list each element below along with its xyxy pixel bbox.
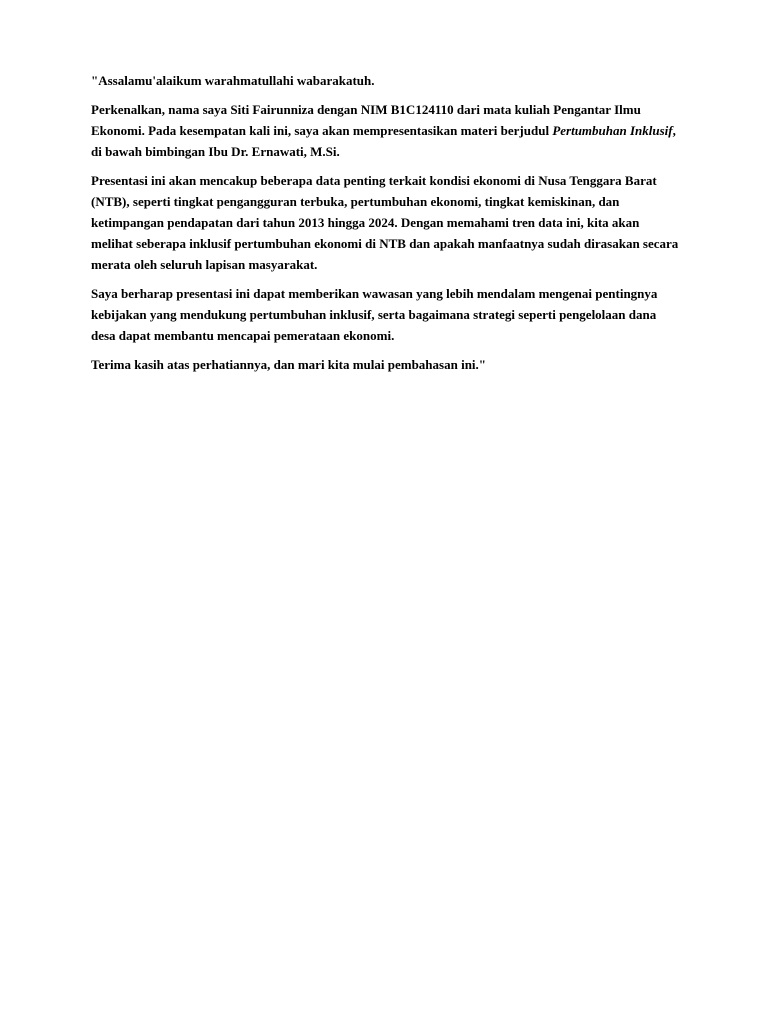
- intro-text-before: Perkenalkan, nama saya Siti Fairunniza dengan NIM B1C124110 dari mata kuliah Pengantar Ilmu Ekonomi. Pada kesempatan kali ini, saya akan mempresentasikan materi berjudul: [91, 102, 641, 138]
- intro-text-after: , di bawah bimbingan Ibu Dr. Ernawati, M.Si.: [91, 123, 676, 159]
- greeting-paragraph: "Assalamu'alaikum warahmatullahi wabarakatuh.: [91, 73, 375, 88]
- closing-paragraph: Terima kasih atas perhatiannya, dan mari kita mulai pembahasan ini.": [91, 357, 487, 372]
- intro-paragraph: [91, 99, 681, 162]
- document-body: [91, 70, 681, 383]
- presentation-title: Pertumbuhan Inklusif: [552, 123, 673, 138]
- scope-paragraph: Presentasi ini akan mencakup beberapa data penting terkait kondisi ekonomi di Nusa Tenggara Barat (NTB), seperti tingkat pengangguran terbuka, pertumbuhan ekonomi, tingkat kemiskinan, dan ketimpangan pendapatan dari tahun 2013 hingga 2024. Dengan memahami tren data ini, kita akan melihat seberapa inklusif pertumbuhan ekonomi di NTB dan apakah manfaatnya sudah dirasakan secara merata oleh seluruh lapisan masyarakat.: [91, 173, 679, 272]
- hope-paragraph: Saya berharap presentasi ini dapat memberikan wawasan yang lebih mendalam mengenai pentingnya kebijakan yang mendukung pertumbuhan inklusif, serta bagaimana strategi seperti pengelolaan dana desa dapat membantu mencapai pemerataan ekonomi.: [91, 286, 658, 343]
